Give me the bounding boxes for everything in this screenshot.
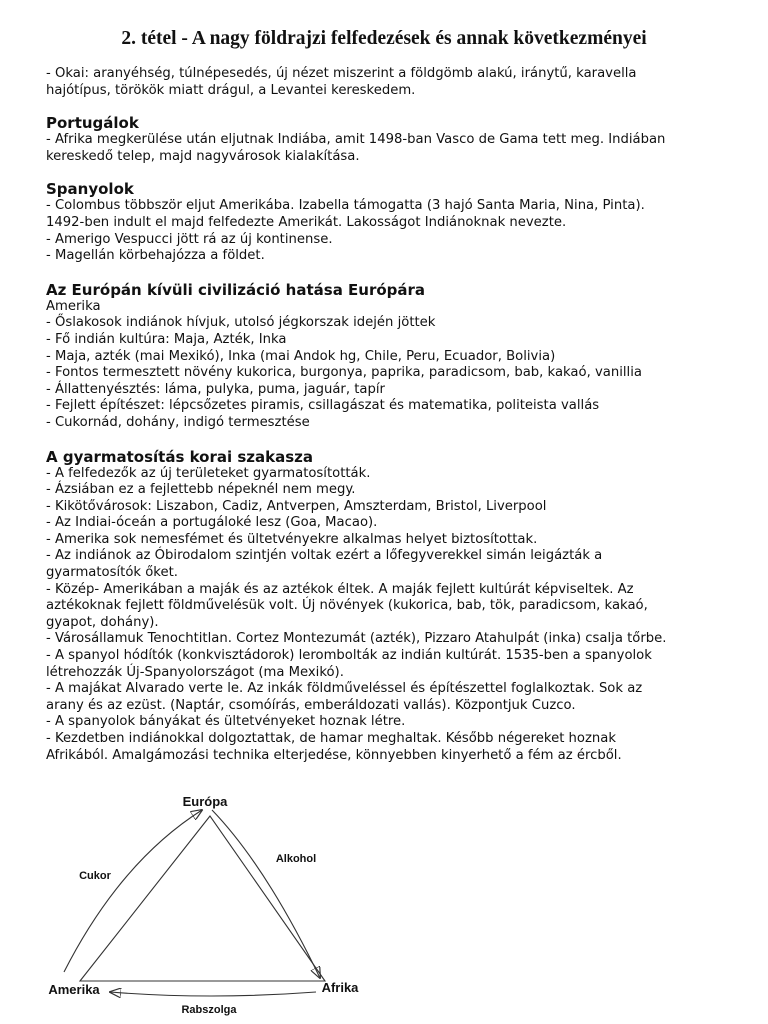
section-spanyolok xyxy=(46,180,736,264)
text-line: létrehozzák Új-Spanyolországot (ma Mexikó). xyxy=(46,664,344,680)
text-line: - Amerigo Vespucci jött rá az új kontinense. xyxy=(46,231,333,247)
spacer xyxy=(46,432,736,448)
text-line: - A spanyolok bányákat és ültetvényeket hoznak létre. xyxy=(46,714,406,730)
section-heading: Portugálok xyxy=(46,114,139,133)
arrow-afrika-amerika xyxy=(110,992,316,996)
intro-block xyxy=(46,66,736,99)
section-heading: A gyarmatosítás korai szakasza xyxy=(46,447,314,466)
text-line: - A majákat Alvarado verte le. Az inkák földműveléssel és építészettel foglalkoztak. Sok az xyxy=(46,681,643,697)
text-line: - Városállamuk Tenochtitlan. Cortez Montezumát (azték), Pizzaro Atahulpát (inka) csalja tőrbe. xyxy=(46,631,667,647)
diagram-svg xyxy=(40,786,380,1018)
text-line: - Kezdetben indiánokkal dolgoztattak, de hamar meghaltak. Később négereket hoznak xyxy=(46,731,616,746)
edge-label-cukor: Cukor xyxy=(79,870,111,882)
page-title: 2. tétel - A nagy földrajzi felfedezések és annak következményei xyxy=(121,28,647,49)
spacer xyxy=(46,165,736,180)
edge-label-alkohol: Alkohol xyxy=(275,853,317,865)
text-line: 1492-ben indult el majd felfedezte Amerikát. Lakosságot Indiánoknak nevezte. xyxy=(46,214,567,230)
section-civilizacio xyxy=(46,281,736,432)
text-line: - Amerika sok nemesfémet és ültetvényekre alkalmas helyet biztosítottak. xyxy=(46,531,538,547)
node-europa: Európa xyxy=(182,794,228,809)
triangular-trade-diagram xyxy=(40,786,380,1018)
text-line: - Magellán körbehajózza a földet. xyxy=(46,248,265,264)
text-line: - Maja, azték (mai Mexikó), Inka (mai Andok hg, Chile, Peru, Ecuador, Bolivia) xyxy=(46,348,556,364)
node-afrika: Afrika xyxy=(321,980,359,995)
arrow-amerika-europa xyxy=(64,810,202,972)
text-line: - Állattenyésztés: láma, pulyka, puma, jaguár, tapír xyxy=(46,381,385,397)
text-line: - Fontos termesztett növény kukorica, burgonya, paprika, paradicsom, bab, kakaó, vanillia xyxy=(46,365,642,381)
text-line: arany és az ezüst. (Naptár, csomóírás, emberáldozati vallás). Központjuk Cuzco. xyxy=(46,697,576,713)
arrow-europa-afrika xyxy=(212,810,320,978)
spacer xyxy=(46,265,736,281)
text-line: - A felfedezők az új területeket gyarmatosították. xyxy=(46,465,371,481)
edge-label-rabszolga: Rabszolga xyxy=(181,1004,237,1016)
text-line: - Kikötővárosok: Liszabon, Cadiz, Antverpen, Amszterdam, Bristol, Liverpool xyxy=(46,498,547,514)
text-line: - Közép- Amerikában a maják és az aztékok éltek. A maják fejlett kultúrát képviseltek. Az xyxy=(46,581,634,597)
text-line: - A spanyol hódítók (konkvisztádorok) lerombolták az indián kultúrát. 1535-ben a spanyolok xyxy=(46,648,652,664)
text-line: - Fő indián kultúra: Maja, Azték, Inka xyxy=(46,331,287,347)
document-body xyxy=(46,66,736,764)
node-amerika: Amerika xyxy=(48,982,100,997)
text-line: kereskedő telep, majd nagyvárosok kialakítása. xyxy=(46,148,360,164)
section-heading: Az Európán kívüli civilizáció hatása Európára xyxy=(46,280,426,299)
text-line: gyapot, dohány). xyxy=(46,614,159,630)
section-portugalok xyxy=(46,114,736,165)
text-line: - Őslakosok indiánok hívjuk, utolsó jégkorszak idején jöttek xyxy=(46,315,436,331)
section-heading: Spanyolok xyxy=(46,180,134,199)
text-line: - Afrika megkerülése után eljutnak Indiába, amit 1498-ban Vasco de Gama tett meg. Indiában xyxy=(46,132,666,148)
text-line: - Cukornád, dohány, indigó termesztése xyxy=(46,414,310,430)
text-line: - Az Indiai-óceán a portugáloké lesz (Goa, Macao). xyxy=(46,515,378,531)
text-line: - Ázsiában ez a fejlettebb népeknél nem megy. xyxy=(46,482,356,498)
text-line: - Okai: aranyéhség, túlnépesedés, új nézet miszerint a földgömb alakú, iránytű, karavella xyxy=(46,66,637,81)
text-line: aztékoknak fejlett földművelésük volt. Új növények (kukorica, bab, tök, paradicsom, kakaó, xyxy=(46,598,648,614)
text-line: - Fejlett építészet: lépcsőzetes piramis, csillagászat és matematika, politeista vallás xyxy=(46,398,600,414)
text-line: Afrikából. Amalgámozási technika elterjedése, könnyebben kinyerhető a fém az ércből. xyxy=(46,747,622,763)
inner-triangle xyxy=(80,816,325,981)
text-line: - Colombus többször eljut Amerikába. Izabella támogatta (3 hajó Santa Maria, Nina, Pinta). xyxy=(46,198,645,214)
section-gyarmatositas xyxy=(46,448,736,765)
text-line: - Az indiánok az Óbirodalom szintjén voltak ezért a lőfegyverekkel simán leigázták a xyxy=(46,548,603,564)
text-line: gyarmatosítók őket. xyxy=(46,565,178,581)
text-line: hajótípus, törökök miatt drágul, a Levantei kereskedem. xyxy=(46,82,416,98)
text-line: Amerika xyxy=(46,298,101,314)
spacer xyxy=(46,99,736,114)
